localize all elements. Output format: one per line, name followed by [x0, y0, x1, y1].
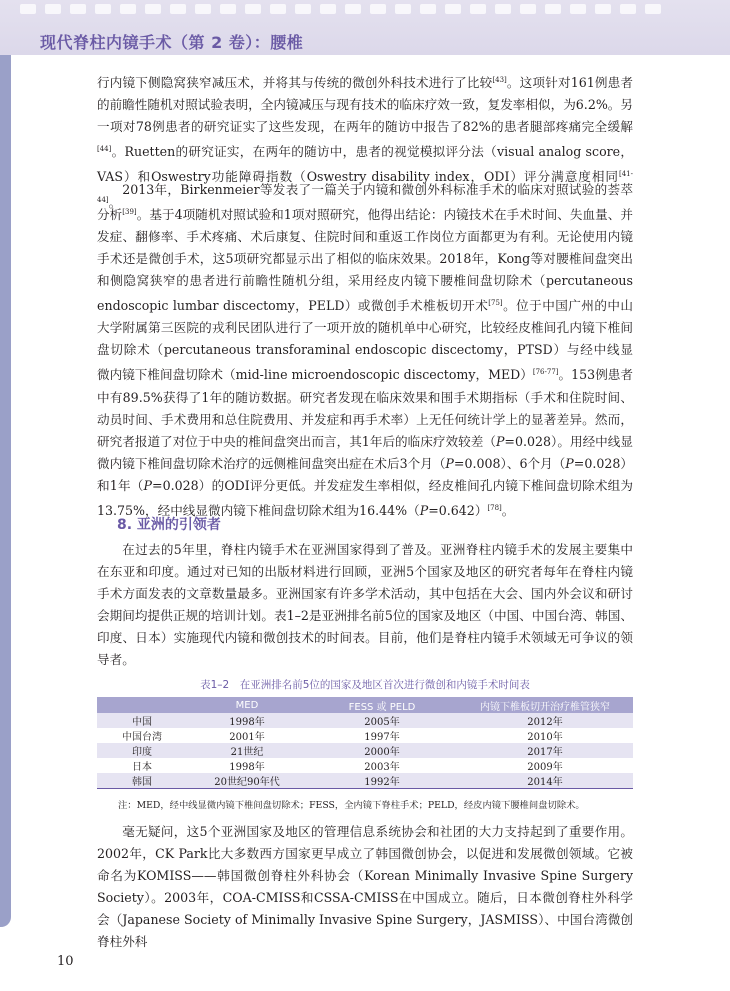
- table-row: [97, 773, 633, 789]
- stat-symbol: P: [495, 433, 505, 449]
- table-row: [97, 758, 633, 773]
- running-header-title: 现代脊柱内镜手术（第 2 卷）：腰椎: [40, 33, 304, 52]
- table-cell: 1997年: [307, 728, 457, 743]
- text-run: =0.028）的ODI评分更低。并发症发生率相似，经皮椎间孔内镜下椎间盘切除术组为13.75%，经中线显微内镜下椎间盘切除术组为16.44%（: [97, 477, 633, 518]
- table-cell: 2010年: [457, 728, 633, 743]
- text-run: 。153例患者中有89.5%获得了1年的随访数据。研究者发现在临床效果和围手术期指标（手术和住院时间、动员时间、手术费用和总住院费用、并发症和再手术率）上无任何统计学上的显著差异。然而，研究者报道了对位于中央的椎间盘突出而言，其1年后的临床疗效较差（: [97, 367, 633, 449]
- text-run: 。这项针对161例患者的前瞻性随机对照试验表明，全内镜减压与现有技术的临床疗效一致，复发率相似，为6.2%。另一项对78例患者的研究证实了这些发现，在两年的随访中报告了82%的患者腿部疼痛完全缓解: [97, 75, 633, 135]
- table-caption: 表1–2 在亚洲排名前5位的国家及地区首次进行微创和内镜手术时间表: [200, 679, 530, 691]
- citation-ref: [75]: [488, 299, 503, 308]
- text-run: =0.008）、6个月（: [453, 455, 566, 471]
- left-margin-bar: [0, 55, 11, 927]
- text-run: 。位于中国广州的中山大学附属第三医院的戎利民团队进行了一项开放的随机单中心研究，比较经皮椎间孔内镜下椎间盘切除术（percutaneous transforaminal endoscopic discectomy，PTSD）与经中线显微内镜下椎间盘切除术（mid-line microendoscopic discectomy，MED）: [97, 298, 633, 383]
- citation-ref: [39]: [122, 208, 137, 216]
- text-run: 2013年，Birkenmeier等发表了一篇关于内镜和微创外科标准手术的临床对照试验的荟萃分析: [97, 182, 633, 223]
- table-cell: 印度: [97, 743, 187, 758]
- citation-ref: [44]: [97, 145, 112, 154]
- citation-ref: [78]: [487, 503, 502, 512]
- citation-ref: [41-44]: [97, 170, 633, 204]
- text-run: 毫无疑问，这5个亚洲国家及地区的管理信息系统协会和社团的大力支持起到了重要作用。2002年，CK Park比大多数西方国家更早成立了韩国微创协会，以促进和发展微创领域。它被命名为KOMISS——韩国微创脊柱外科协会（Korean Minimally Invasive Spine Surgery Society）。2003年，COA-CMISS和CSSA-CMISS在中国成立。随后，日本微创脊柱外科学会（Japanese Society of Minimally Invasive Spine Surgery，JASMISS）、中国台湾微创脊柱外科: [97, 824, 633, 949]
- page-number: 10: [57, 954, 74, 969]
- table-cell: 1998年: [187, 758, 307, 773]
- text-run: =0.028）和1年（: [97, 455, 633, 493]
- paragraph-2: [97, 179, 633, 522]
- table-cell: 中国: [97, 713, 187, 728]
- table-cell: 2003年: [307, 758, 457, 773]
- paragraph-4: [97, 821, 633, 953]
- section-heading: 8. 亚洲的引领者: [117, 517, 221, 533]
- table-cell: 20世纪90年代: [187, 773, 307, 789]
- text-run: 在过去的5年里，脊柱内镜手术在亚洲国家得到了普及。亚洲脊柱内镜手术的发展主要集中在东亚和印度。通过对已知的出版材料进行回顾，亚洲5个国家及地区的研究者每年在脊柱内镜手术方面发表的文章数量最多。亚洲国家有许多学术活动，其中包括在大会、国内外会议和研讨会期间均提供正规的培训计划。表1–2是亚洲排名前5位的国家及地区（中国、中国台湾、韩国、印度、日本）实施现代内镜和微创技术的时间表。目前，他们是脊柱内镜手术领域无可争议的领导者。: [97, 542, 633, 667]
- comparison-table: [97, 697, 633, 789]
- text-run: 。: [108, 194, 122, 210]
- page-header: [0, 0, 730, 55]
- stat-symbol: P: [143, 477, 153, 493]
- table-row: [97, 728, 633, 743]
- text-run: 。Ruetten的研究证实，在两年的随访中，患者的视觉模拟评分法（visual analog score，VAS）和Oswestry功能障碍指数（Oswestry disability index，ODI）评分满意度相同: [97, 144, 633, 185]
- stat-symbol: P: [445, 455, 454, 471]
- table-header-cell: MED: [187, 697, 307, 713]
- table-cell: 2005年: [307, 713, 457, 728]
- table-header-cell: FESS 或 PELD: [307, 697, 457, 713]
- paragraph-3: [97, 539, 633, 671]
- table-note: 注：MED，经中线显微内镜下椎间盘切除术；FESS，全内镜下脊柱手术；PELD，经皮内镜下腰椎间盘切除术。: [118, 800, 585, 811]
- table-cell: 2017年: [457, 743, 633, 758]
- stat-symbol: P: [565, 455, 574, 471]
- citation-ref: [43]: [492, 76, 507, 84]
- table-cell: 1992年: [307, 773, 457, 789]
- stat-symbol: P: [419, 502, 429, 518]
- text-run: 。: [501, 502, 515, 518]
- table-cell: 韩国: [97, 773, 187, 789]
- text-run: =0.028）。用经中线显微内镜下椎间盘切除术治疗的远侧椎间盘突出症在术后3个月（: [97, 433, 633, 471]
- table-header-cell: 内镜下椎板切开治疗椎管狭窄: [457, 697, 633, 713]
- table-cell: 2009年: [457, 758, 633, 773]
- table-cell: 2014年: [457, 773, 633, 789]
- citation-ref: [76-77]: [532, 368, 559, 377]
- table-cell: 21世纪: [187, 743, 307, 758]
- table-row: [97, 743, 633, 758]
- table-cell: 2012年: [457, 713, 633, 728]
- table-header-cell: [97, 697, 187, 713]
- table-cell: 2000年: [307, 743, 457, 758]
- table-cell: 1998年: [187, 713, 307, 728]
- table-cell: 中国台湾: [97, 728, 187, 743]
- table-cell: 日本: [97, 758, 187, 773]
- text-run: =0.642）: [428, 502, 488, 518]
- text-run: 行内镜下侧隐窝狭窄减压术，并将其与传统的微创外科技术进行了比较: [97, 75, 493, 91]
- header-decoration: [20, 4, 720, 16]
- text-run: 。基于4项随机对照试验和1项对照研究，他得出结论：内镜技术在手术时间、失血量、并发症、翻修率、手术疼痛、术后康复、住院时间和重返工作岗位方面都更为有利。无论使用内镜手术还是微创手术，这5项研究都显示出了相似的临床效果。2018年，Kong等对腰椎间盘突出和侧隐窝狭窄的患者进行前瞻性随机分组，采用经皮内镜下腰椎间盘切除术（percutaneous endoscopic lumbar discectomy，PELD）或微创手术椎板切开术: [97, 207, 633, 314]
- table-header-row: [97, 697, 633, 713]
- table-row: [97, 713, 633, 728]
- table-cell: 2001年: [187, 728, 307, 743]
